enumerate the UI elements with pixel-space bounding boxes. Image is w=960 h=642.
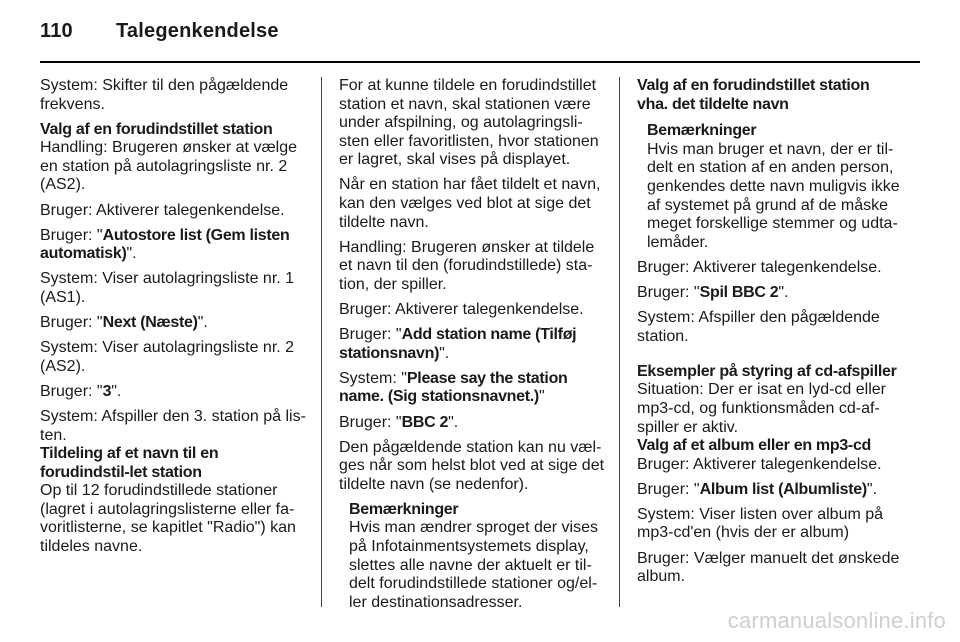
watermark: carmanualsonline.info xyxy=(727,608,946,633)
paragraph: Situation: Der er isat en lyd-cd eller mp3-cd, og funktionsmåden cd-af-spiller er aktiv. xyxy=(637,381,886,436)
paragraph: Bruger: "Add station name (Tilføj stationsnavn)". xyxy=(339,326,577,362)
paragraph: Når en station har fået tildelt et navn, kan den vælges ved blot at sige det tildelte navn. xyxy=(339,176,601,231)
note-box xyxy=(637,122,903,252)
section-heading: Valg af et album eller en mp3-cd xyxy=(637,437,872,455)
section-heading: Valg af en forudindstillet station vha. det tildelte navn xyxy=(637,77,870,113)
paragraph: System: Viser listen over album på mp3-cd'en (hvis der er album) xyxy=(637,505,884,542)
column-divider xyxy=(321,77,322,607)
paragraph: Bruger: "Album list (Albumliste)". xyxy=(637,480,878,498)
note-title: Bemærkninger xyxy=(349,500,459,518)
paragraph: Bruger: Aktiverer talegenkendelse. xyxy=(637,258,882,276)
paragraph: Bruger: "3". xyxy=(40,382,122,400)
paragraph: System: Viser autolagringsliste nr. 2 (AS2). xyxy=(40,339,295,375)
paragraph: Den pågældende station kan nu væl-ges når som helst blot ved at sige det tildelte navn (se nedenfor). xyxy=(339,438,605,493)
paragraph: Bruger: Aktiverer talegenkendelse. xyxy=(40,201,285,219)
page-header xyxy=(40,20,279,43)
header-rule xyxy=(40,61,920,63)
paragraph: System: Afspiller den 3. station på lis-ten. xyxy=(40,407,306,444)
note-title: Bemærkninger xyxy=(647,122,757,140)
column-1 xyxy=(40,77,306,563)
paragraph: Bruger: "BBC 2". xyxy=(339,413,459,431)
page-title: Talegenkendelse xyxy=(116,20,279,42)
paragraph: Bruger: "Spil BBC 2". xyxy=(637,283,789,301)
paragraph: Bruger: Aktiverer talegenkendelse. xyxy=(339,301,584,319)
page-number: 110 xyxy=(40,20,73,42)
paragraph: Bruger: "Autostore list (Gem listen automatisk)". xyxy=(40,226,290,263)
paragraph: Bruger: "Next (Næste)". xyxy=(40,314,208,332)
section-heading: Tildeling af et navn til en forudindstil-let station xyxy=(40,445,219,481)
paragraph: For at kunne tildele en forudindstillet station et navn, skal stationen være under afspilning, og autolagringsli-sten eller favoritlisten, hvor stationen er lagret, skal vises på displayet. xyxy=(339,77,599,169)
paragraph: System: Afspiller den pågældende station. xyxy=(637,309,880,345)
paragraph: Bruger: Aktiverer talegenkendelse. xyxy=(637,455,882,473)
section-heading: Valg af en forudindstillet station xyxy=(40,120,273,138)
paragraph: System: Skifter til den pågældende frekvens. xyxy=(40,77,289,113)
paragraph: Handling: Brugeren ønsker at tildele et navn til den (forudindstillede) sta-tion, der spiller. xyxy=(339,238,595,293)
paragraph: Bruger: Vælger manuelt det ønskede album. xyxy=(637,549,900,586)
note-text: Hvis man bruger et navn, der er til-delt en station af en anden person, genkendes dette navn muligvis ikke af systemet på grund af de måske meget forskellige stemmer og udta-lemåder. xyxy=(647,140,900,251)
paragraph: Op til 12 forudindstillede stationer (lagret i autolagringslisterne eller fa-voritlisterne, se kapitlet "Radio") kan tildeles navne. xyxy=(40,482,296,556)
paragraph: Handling: Brugeren ønsker at vælge en station på autolagringsliste nr. 2 (AS2). xyxy=(40,139,298,194)
paragraph: System: "Please say the station name. (Sig stationsnavnet.)" xyxy=(339,369,568,406)
note-box xyxy=(339,501,605,613)
column-divider xyxy=(619,77,620,607)
section-heading: Eksempler på styring af cd-afspiller xyxy=(637,362,897,380)
column-3 xyxy=(637,77,903,593)
column-2 xyxy=(339,77,605,619)
paragraph: System: Viser autolagringsliste nr. 1 (AS1). xyxy=(40,270,295,306)
note-text: Hvis man ændrer sproget der vises på Infotainmentsystemets display, slettes alle navne der aktuelt er til-delt forudindstillede stationer og/el-ler destinationsadresser. xyxy=(349,519,598,611)
